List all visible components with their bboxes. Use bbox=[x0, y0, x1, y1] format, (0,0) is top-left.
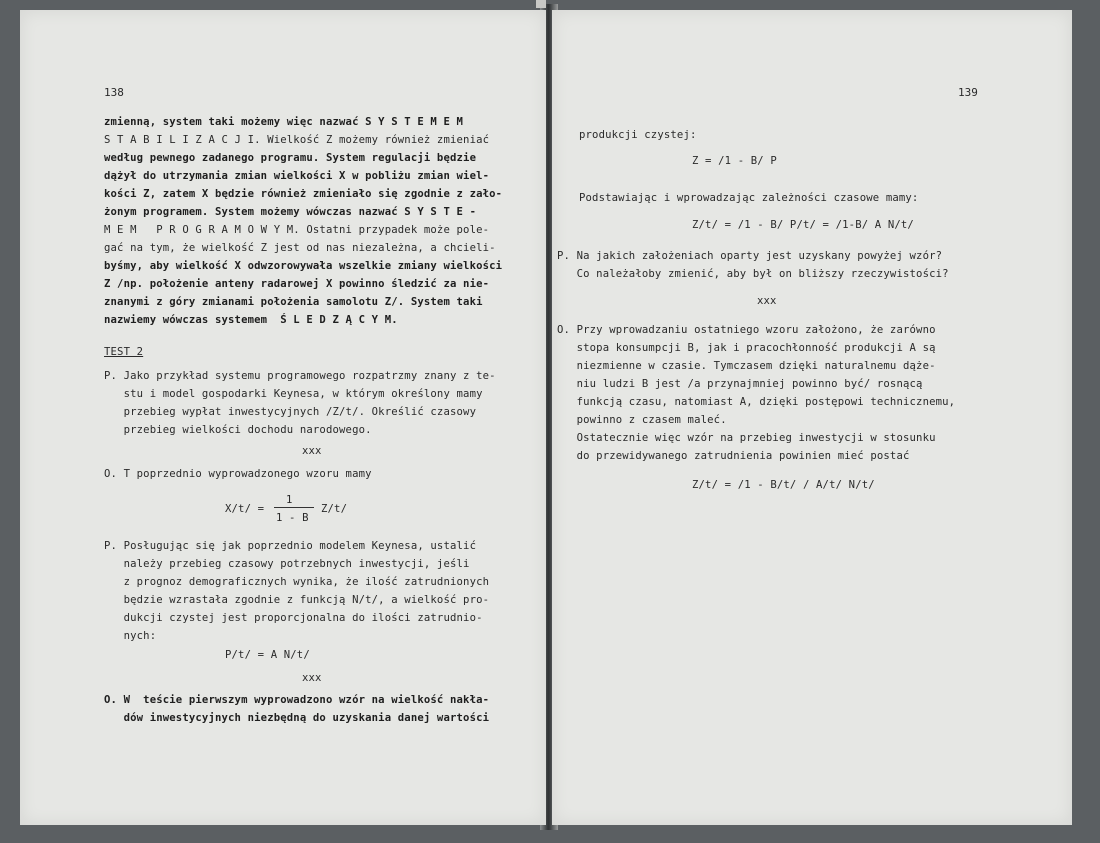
text-line: P. Posługując się jak poprzednio modelem Keynesa, ustalić bbox=[104, 540, 477, 552]
text-line: nych: bbox=[104, 630, 157, 642]
formula-rhs: Z/t/ bbox=[321, 503, 348, 515]
separator: xxx bbox=[302, 445, 322, 457]
text-line: gać na tym, że wielkość Z jest od nas niezależna, a chcieli- bbox=[104, 242, 496, 254]
text-line: z prognoz demograficznych wynika, że ilość zatrudnionych bbox=[104, 576, 490, 588]
answer-line: O. T poprzednio wyprowadzonego wzoru mamy bbox=[104, 468, 372, 480]
text-line: Co należałoby zmienić, aby był on bliższy rzeczywistości? bbox=[557, 268, 949, 280]
text-line: dów inwestycyjnych niezbędną do uzyskania danej wartości bbox=[104, 712, 490, 724]
spine-clip bbox=[536, 0, 546, 8]
text-line: niezmienne w czasie. Tymczasem dzięki naturalnemu dąże- bbox=[557, 360, 936, 372]
separator: xxx bbox=[302, 672, 322, 684]
test-heading: TEST 2 bbox=[104, 346, 144, 358]
text-line: dążył do utrzymania zmian wielkości X w pobliżu zmian wiel- bbox=[104, 170, 490, 182]
text-line: nazwiemy wówczas systemem Ś L E D Z Ą C Y M. bbox=[104, 314, 398, 326]
formula: P/t/ = A N/t/ bbox=[225, 649, 310, 661]
formula-lhs: X/t/ = bbox=[225, 503, 265, 515]
text-line: należy przebieg czasowy potrzebnych inwestycji, jeśli bbox=[104, 558, 470, 570]
text-line: Podstawiając i wprowadzając zależności czasowe mamy: bbox=[579, 192, 919, 204]
text-line: zmienną, system taki możemy więc nazwać S Y S T E M E M bbox=[104, 116, 464, 128]
text-line: Z /np. położenie anteny radarowej X powinno śledzić za nie- bbox=[104, 278, 490, 290]
text-line: O. Przy wprowadzaniu ostatniego wzoru założono, że zarówno bbox=[557, 324, 936, 336]
left-page bbox=[20, 10, 546, 825]
text-line: stopa konsumpcji B, jak i pracochłonność produkcji A są bbox=[557, 342, 936, 354]
text-line: żonym programem. System możemy wówczas nazwać S Y S T E - bbox=[104, 206, 477, 218]
formula: Z = /1 - B/ P bbox=[692, 155, 777, 167]
text-line: produkcji czystej: bbox=[579, 129, 697, 141]
text-line: kości Z, zatem X będzie również zmieniało się zgodnie z zało- bbox=[104, 188, 503, 200]
text-line: stu i model gospodarki Keynesa, w którym określony mamy bbox=[104, 388, 483, 400]
text-line: byśmy, aby wielkość X odwzorowywała wszelkie zmiany wielkości bbox=[104, 260, 503, 272]
text-line: według pewnego zadanego programu. System regulacji będzie bbox=[104, 152, 477, 164]
text-line: P. Na jakich założeniach oparty jest uzyskany powyżej wzór? bbox=[557, 250, 943, 262]
text-line: P. Jako przykład systemu programowego rozpatrzmy znany z te- bbox=[104, 370, 496, 382]
text-line: dukcji czystej jest proporcjonalna do ilości zatrudnio- bbox=[104, 612, 483, 624]
text-line: O. W teście pierwszym wyprowadzono wzór na wielkość nakła- bbox=[104, 694, 490, 706]
formula: Z/t/ = /1 - B/t/ / A/t/ N/t/ bbox=[692, 479, 875, 491]
text-line: niu ludzi B jest /a przynajmniej powinno być/ rosnącą bbox=[557, 378, 923, 390]
formula-denominator: 1 - B bbox=[276, 512, 309, 524]
page-number: 139 bbox=[958, 86, 978, 99]
fraction-bar bbox=[274, 507, 314, 508]
text-line: przebieg wielkości dochodu narodowego. bbox=[104, 424, 372, 436]
formula: Z/t/ = /1 - B/ P/t/ = /1-B/ A N/t/ bbox=[692, 219, 914, 231]
text-line: przebieg wypłat inwestycyjnych /Z/t/. Określić czasowy bbox=[104, 406, 477, 418]
text-line: funkcją czasu, natomiast A, dzięki postępowi technicznemu, bbox=[557, 396, 956, 408]
page-number: 138 bbox=[104, 86, 124, 99]
separator: xxx bbox=[757, 295, 777, 307]
text-line: S T A B I L I Z A C J I. Wielkość Z możemy również zmieniać bbox=[104, 134, 490, 146]
text-line: znanymi z góry zmianami położenia samolotu Z/. System taki bbox=[104, 296, 483, 308]
text-line: do przewidywanego zatrudnienia powinien mieć postać bbox=[557, 450, 910, 462]
right-page bbox=[552, 10, 1072, 825]
text-line: powinno z czasem maleć. bbox=[557, 414, 727, 426]
text-line: Ostatecznie więc wzór na przebieg inwestycji w stosunku bbox=[557, 432, 936, 444]
text-line: będzie wzrastała zgodnie z funkcją N/t/, a wielkość pro- bbox=[104, 594, 490, 606]
formula-numerator: 1 bbox=[286, 494, 293, 506]
text-line: M E M P R O G R A M O W Y M. Ostatni przypadek może pole- bbox=[104, 224, 490, 236]
